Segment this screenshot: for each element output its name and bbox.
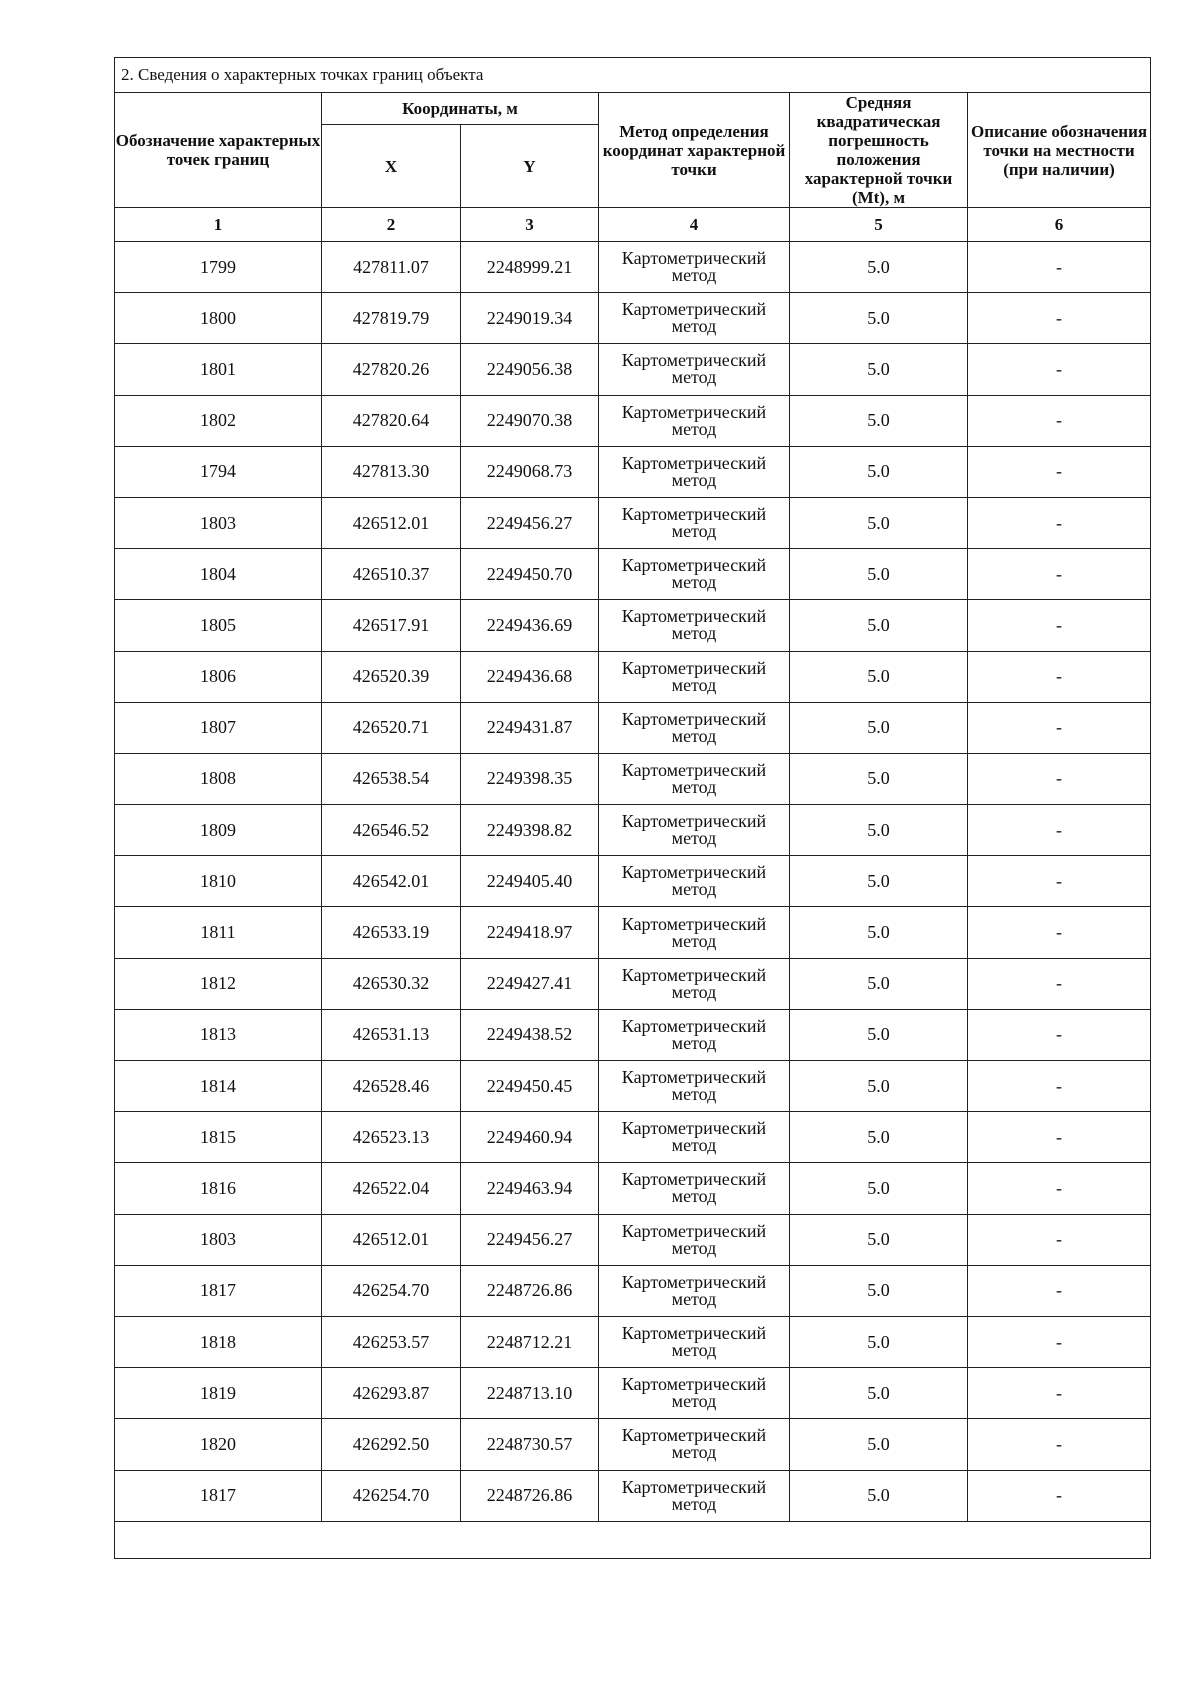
method-cell: Картометрический метод [599,1214,790,1265]
y-coordinate-cell: 2249427.41 [461,958,599,1009]
point-id-cell: 1801 [115,344,322,395]
x-coordinate-cell: 426510.37 [322,549,461,600]
table-row [115,805,1151,856]
table-row [115,907,1151,958]
x-coordinate-cell: 426520.39 [322,651,461,702]
y-coordinate-cell: 2249456.27 [461,497,599,548]
method-cell: Картометрический метод [599,344,790,395]
table-row [115,1214,1151,1265]
point-id-cell: 1803 [115,1214,322,1265]
table-row [115,753,1151,804]
y-coordinate-cell: 2249418.97 [461,907,599,958]
error-cell: 5.0 [790,344,968,395]
table-row [115,1316,1151,1367]
description-cell: - [968,600,1151,651]
method-cell: Картометрический метод [599,958,790,1009]
point-id-cell: 1820 [115,1419,322,1470]
error-cell: 5.0 [790,856,968,907]
y-coordinate-cell: 2249438.52 [461,1009,599,1060]
table-row [115,651,1151,702]
description-cell: - [968,293,1151,344]
error-cell: 5.0 [790,907,968,958]
x-coordinate-cell: 426512.01 [322,497,461,548]
error-cell: 5.0 [790,1009,968,1060]
description-cell: - [968,651,1151,702]
description-cell: - [968,395,1151,446]
description-cell: - [968,1316,1151,1367]
x-coordinate-cell: 426531.13 [322,1009,461,1060]
point-id-cell: 1809 [115,805,322,856]
error-cell: 5.0 [790,242,968,293]
description-cell: - [968,1061,1151,1112]
table-row [115,344,1151,395]
point-id-cell: 1802 [115,395,322,446]
x-coordinate-cell: 427820.64 [322,395,461,446]
header-point: Обозначение характерных точек границ [115,93,322,208]
method-cell: Картометрический метод [599,856,790,907]
error-cell: 5.0 [790,549,968,600]
table-row [115,446,1151,497]
error-cell: 5.0 [790,600,968,651]
point-id-cell: 1814 [115,1061,322,1112]
method-cell: Картометрический метод [599,1265,790,1316]
y-coordinate-cell: 2248713.10 [461,1368,599,1419]
description-cell: - [968,344,1151,395]
point-id-cell: 1815 [115,1112,322,1163]
x-coordinate-cell: 426253.57 [322,1316,461,1367]
point-id-cell: 1819 [115,1368,322,1419]
table-row [115,1009,1151,1060]
y-coordinate-cell: 2248726.86 [461,1470,599,1521]
error-cell: 5.0 [790,805,968,856]
method-cell: Картометрический метод [599,293,790,344]
error-cell: 5.0 [790,497,968,548]
error-cell: 5.0 [790,1368,968,1419]
point-id-cell: 1812 [115,958,322,1009]
column-number: 2 [322,208,461,242]
x-coordinate-cell: 426542.01 [322,856,461,907]
error-cell: 5.0 [790,753,968,804]
empty-footer-cell [115,1521,1151,1558]
boundary-points-table [114,57,1151,1559]
table-row [115,958,1151,1009]
table-row [115,856,1151,907]
point-id-cell: 1817 [115,1470,322,1521]
table-row [115,395,1151,446]
header-error: Средняя квадратическая погрешность положения характерной точки (Mt), м [790,93,968,208]
y-coordinate-cell: 2248726.86 [461,1265,599,1316]
point-id-cell: 1804 [115,549,322,600]
table-row [115,549,1151,600]
header-x: X [322,125,461,208]
description-cell: - [968,958,1151,1009]
error-cell: 5.0 [790,1419,968,1470]
point-id-cell: 1811 [115,907,322,958]
point-id-cell: 1810 [115,856,322,907]
method-cell: Картометрический метод [599,1163,790,1214]
document-sheet [114,57,1150,1559]
y-coordinate-cell: 2249450.70 [461,549,599,600]
point-id-cell: 1808 [115,753,322,804]
y-coordinate-cell: 2249463.94 [461,1163,599,1214]
column-number-row [115,208,1151,242]
error-cell: 5.0 [790,651,968,702]
error-cell: 5.0 [790,395,968,446]
table-row [115,293,1151,344]
y-coordinate-cell: 2249405.40 [461,856,599,907]
point-id-cell: 1813 [115,1009,322,1060]
x-coordinate-cell: 426538.54 [322,753,461,804]
x-coordinate-cell: 427820.26 [322,344,461,395]
method-cell: Картометрический метод [599,446,790,497]
description-cell: - [968,907,1151,958]
column-number: 5 [790,208,968,242]
table-row [115,1112,1151,1163]
error-cell: 5.0 [790,1163,968,1214]
x-coordinate-cell: 427811.07 [322,242,461,293]
y-coordinate-cell: 2249460.94 [461,1112,599,1163]
method-cell: Картометрический метод [599,497,790,548]
description-cell: - [968,1009,1151,1060]
method-cell: Картометрический метод [599,1112,790,1163]
x-coordinate-cell: 426546.52 [322,805,461,856]
table-row [115,497,1151,548]
error-cell: 5.0 [790,702,968,753]
error-cell: 5.0 [790,958,968,1009]
method-cell: Картометрический метод [599,395,790,446]
y-coordinate-cell: 2249019.34 [461,293,599,344]
description-cell: - [968,242,1151,293]
description-cell: - [968,446,1151,497]
description-cell: - [968,549,1151,600]
method-cell: Картометрический метод [599,805,790,856]
table-row [115,1368,1151,1419]
x-coordinate-cell: 426522.04 [322,1163,461,1214]
method-cell: Картометрический метод [599,702,790,753]
x-coordinate-cell: 426512.01 [322,1214,461,1265]
method-cell: Картометрический метод [599,1009,790,1060]
method-cell: Картометрический метод [599,1419,790,1470]
point-id-cell: 1803 [115,497,322,548]
y-coordinate-cell: 2249068.73 [461,446,599,497]
description-cell: - [968,753,1151,804]
table-row [115,1265,1151,1316]
table-body [115,242,1151,1522]
description-cell: - [968,856,1151,907]
x-coordinate-cell: 426523.13 [322,1112,461,1163]
error-cell: 5.0 [790,1061,968,1112]
error-cell: 5.0 [790,1265,968,1316]
x-coordinate-cell: 426520.71 [322,702,461,753]
error-cell: 5.0 [790,1214,968,1265]
description-cell: - [968,702,1151,753]
x-coordinate-cell: 426254.70 [322,1470,461,1521]
y-coordinate-cell: 2248712.21 [461,1316,599,1367]
x-coordinate-cell: 426293.87 [322,1368,461,1419]
column-number: 6 [968,208,1151,242]
x-coordinate-cell: 426254.70 [322,1265,461,1316]
table-row [115,1061,1151,1112]
description-cell: - [968,1112,1151,1163]
y-coordinate-cell: 2249436.69 [461,600,599,651]
header-y: Y [461,125,599,208]
method-cell: Картометрический метод [599,651,790,702]
point-id-cell: 1805 [115,600,322,651]
method-cell: Картометрический метод [599,549,790,600]
table-row [115,1419,1151,1470]
point-id-cell: 1817 [115,1265,322,1316]
x-coordinate-cell: 427819.79 [322,293,461,344]
column-number: 3 [461,208,599,242]
error-cell: 5.0 [790,293,968,344]
x-coordinate-cell: 426517.91 [322,600,461,651]
x-coordinate-cell: 426530.32 [322,958,461,1009]
x-coordinate-cell: 426528.46 [322,1061,461,1112]
column-number: 1 [115,208,322,242]
y-coordinate-cell: 2249056.38 [461,344,599,395]
error-cell: 5.0 [790,1470,968,1521]
table-row [115,242,1151,293]
error-cell: 5.0 [790,446,968,497]
y-coordinate-cell: 2249070.38 [461,395,599,446]
method-cell: Картометрический метод [599,242,790,293]
table-footer-row [115,1521,1151,1558]
method-cell: Картометрический метод [599,1368,790,1419]
column-number: 4 [599,208,790,242]
y-coordinate-cell: 2249436.68 [461,651,599,702]
y-coordinate-cell: 2248999.21 [461,242,599,293]
point-id-cell: 1818 [115,1316,322,1367]
y-coordinate-cell: 2249398.82 [461,805,599,856]
y-coordinate-cell: 2249398.35 [461,753,599,804]
point-id-cell: 1816 [115,1163,322,1214]
table-row [115,1163,1151,1214]
x-coordinate-cell: 426292.50 [322,1419,461,1470]
y-coordinate-cell: 2249450.45 [461,1061,599,1112]
y-coordinate-cell: 2249456.27 [461,1214,599,1265]
point-id-cell: 1799 [115,242,322,293]
point-id-cell: 1807 [115,702,322,753]
section-title: 2. Сведения о характерных точках границ объекта [115,58,1151,93]
x-coordinate-cell: 426533.19 [322,907,461,958]
point-id-cell: 1794 [115,446,322,497]
point-id-cell: 1806 [115,651,322,702]
table-row [115,1470,1151,1521]
point-id-cell: 1800 [115,293,322,344]
method-cell: Картометрический метод [599,907,790,958]
description-cell: - [968,1368,1151,1419]
description-cell: - [968,1419,1151,1470]
description-cell: - [968,497,1151,548]
method-cell: Картометрический метод [599,753,790,804]
error-cell: 5.0 [790,1112,968,1163]
method-cell: Картометрический метод [599,600,790,651]
table-row [115,702,1151,753]
y-coordinate-cell: 2249431.87 [461,702,599,753]
method-cell: Картометрический метод [599,1470,790,1521]
description-cell: - [968,1214,1151,1265]
method-cell: Картометрический метод [599,1061,790,1112]
table-row [115,600,1151,651]
description-cell: - [968,1265,1151,1316]
header-coordinates: Координаты, м [322,93,599,125]
error-cell: 5.0 [790,1316,968,1367]
description-cell: - [968,1470,1151,1521]
description-cell: - [968,805,1151,856]
x-coordinate-cell: 427813.30 [322,446,461,497]
y-coordinate-cell: 2248730.57 [461,1419,599,1470]
header-description: Описание обозначения точки на местности (при наличии) [968,93,1151,208]
method-cell: Картометрический метод [599,1316,790,1367]
header-method: Метод определения координат характерной точки [599,93,790,208]
description-cell: - [968,1163,1151,1214]
